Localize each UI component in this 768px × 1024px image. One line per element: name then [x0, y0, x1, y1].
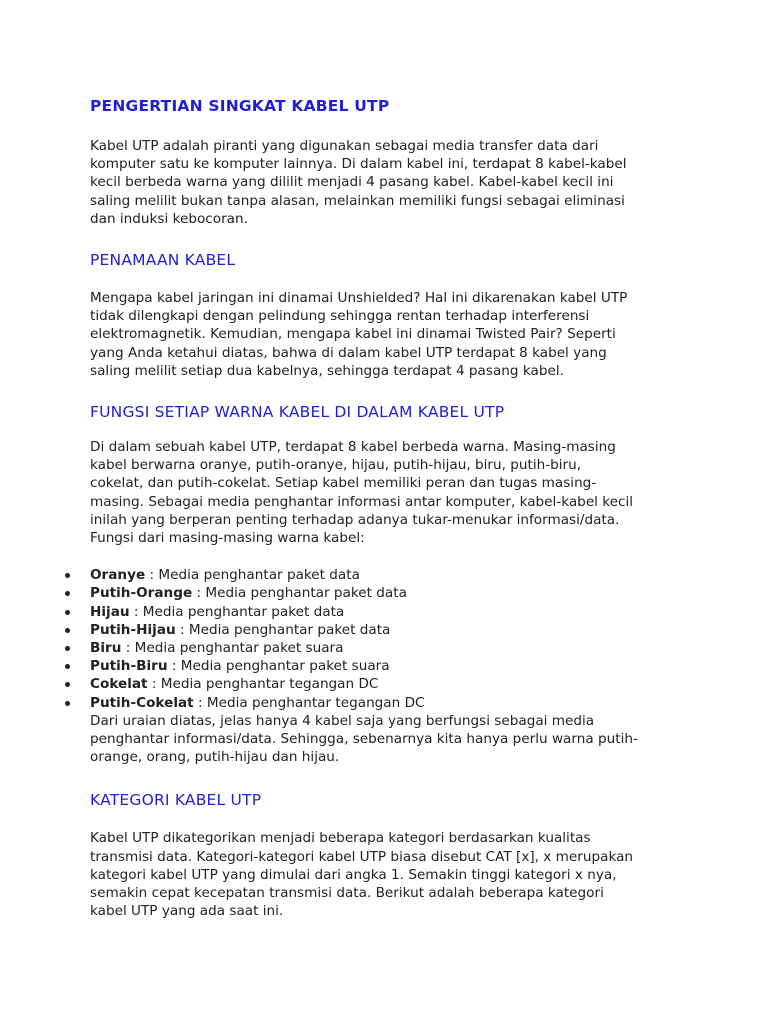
heading-penamaan: PENAMAAN KABEL [90, 251, 236, 270]
list-item-term: Biru [90, 640, 122, 657]
heading-kategori: KATEGORI KABEL UTP [90, 791, 262, 810]
list-item-term: Putih-Biru [90, 658, 168, 675]
list-item-desc: : Media penghantar tegangan DC [193, 694, 425, 711]
list-item-term: Oranye [90, 567, 146, 584]
bullet-icon [65, 682, 70, 687]
list-item [44, 621, 690, 639]
list-item-term: Putih-Cokelat [90, 694, 194, 711]
bullet-icon [65, 646, 70, 651]
list-item-desc: : Media penghantar paket suara [121, 640, 344, 657]
list-item-term: Putih-Orange [90, 585, 193, 602]
list-item [44, 584, 690, 602]
heading-fungsi-warna: FUNGSI SETIAP WARNA KABEL DI DALAM KABEL UTP [90, 403, 505, 422]
list-item [44, 566, 690, 584]
list-item-term: Hijau [90, 603, 130, 620]
bullet-icon [65, 573, 70, 578]
bullet-icon [65, 664, 70, 669]
list-item-desc: : Media penghantar paket data [145, 567, 360, 584]
paragraph-fungsi-warna: Di dalam sebuah kabel UTP, terdapat 8 kabel berbeda warna. Masing-masing kabel berwarna oranye, putih-oranye, hijau, putih-hijau, biru, putih-biru, cokelat, dan putih-cokelat. Setiap kabel memiliki peran dan tugas masing- masing. Sebagai media penghantar informasi antar komputer, kabel-kabel kecil inilah yang berperan penting terhadap adanya tukar-menukar informasi/data. Fungsi dari masing-masing warna kabel: [90, 439, 634, 547]
list-item [44, 657, 690, 675]
paragraph-pengertian: Kabel UTP adalah piranti yang digunakan sebagai media transfer data dari komputer satu ke komputer lainnya. Di dalam kabel ini, terdapat 8 kabel-kabel kecil berbeda warna yang dililit menjadi 4 pasang kabel. Kabel-kabel kecil ini saling melilit bukan tanpa alasan, melainkan memiliki fungsi sebagai eliminasi dan induksi kebocoran. [90, 138, 627, 227]
paragraph-kategori: Kabel UTP dikategorikan menjadi beberapa kategori berdasarkan kualitas transmisi data. Kategori-kategori kabel UTP biasa disebut CAT [x], x merupakan kategori kabel UTP yang dimulai dari angka 1. Semakin tinggi kategori x nya, semakin cepat kecepatan transmisi data. Berikut adalah beberapa kategori kabel UTP yang ada saat ini. [90, 830, 634, 920]
list-item-desc: : Media penghantar paket data [192, 585, 407, 602]
heading-pengertian: PENGERTIAN SINGKAT KABEL UTP [90, 97, 390, 115]
paragraph-penamaan: Mengapa kabel jaringan ini dinamai Unshielded? Hal ini dikarenakan kabel UTP tidak dilengkapi dengan pelindung sehingga rentan terhadap interferensi elektromagnetik. Kemudian, mengapa kabel ini dinamai Twisted Pair? Seperti yang Anda ketahui diatas, bahwa di dalam kabel UTP terdapat 8 kabel yang saling melilit setiap dua kabelnya, sehingga terdapat 4 pasang kabel. [90, 290, 628, 379]
bullet-icon [65, 610, 70, 615]
bullet-icon [65, 701, 70, 706]
paragraph-fungsi-conclusion: Dari uraian diatas, jelas hanya 4 kabel saja yang berfungsi sebagai media penghantar informasi/data. Sehingga, sebenarnya kita hanya perlu warna putih- orange, orang, putih-hijau dan hijau. [90, 712, 638, 766]
bullet-icon [65, 628, 70, 633]
list-item [44, 639, 690, 657]
list-item-term: Cokelat [90, 676, 148, 693]
list-item-desc: : Media penghantar paket suara [167, 658, 390, 675]
list-item-desc: : Media penghantar tegangan DC [147, 676, 379, 693]
color-function-list [44, 566, 690, 712]
list-item-term: Putih-Hijau [90, 621, 176, 638]
list-item [44, 675, 690, 693]
list-item-desc: : Media penghantar paket data [129, 603, 345, 620]
list-item-desc: : Media penghantar paket data [175, 621, 391, 638]
list-item [44, 694, 690, 712]
list-item [44, 603, 690, 621]
document-body [90, 92, 690, 921]
bullet-icon [65, 591, 70, 596]
